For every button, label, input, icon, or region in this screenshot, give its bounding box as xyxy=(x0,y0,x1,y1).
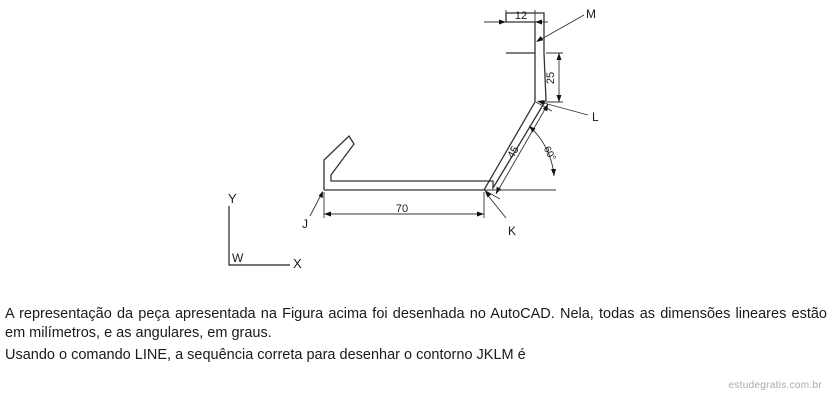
dimension-25 xyxy=(545,53,563,102)
dimension-45-label: 45 xyxy=(505,144,522,161)
point-label-m: M xyxy=(586,7,596,21)
leader-m xyxy=(536,7,596,42)
dimension-25-label: 25 xyxy=(545,71,557,85)
point-label-l: L xyxy=(592,110,599,124)
leader-k xyxy=(485,191,516,238)
leader-j xyxy=(302,191,323,231)
point-label-k: K xyxy=(508,224,517,238)
dimension-angle xyxy=(484,126,558,190)
dimension-70 xyxy=(324,192,484,218)
watermark: estudegratis.com.br xyxy=(728,380,822,391)
part-outline xyxy=(324,13,546,190)
axis-label-y: Y xyxy=(228,191,237,206)
point-label-j: J xyxy=(302,217,308,231)
dimension-angle-label: 60° xyxy=(540,144,558,164)
axis-label-w: W xyxy=(232,251,244,265)
axis-label-x: X xyxy=(293,256,302,271)
leader-l xyxy=(537,100,599,124)
dimension-12-label: 12 xyxy=(514,10,528,22)
coordinate-axes xyxy=(228,191,302,271)
question-paragraph-2: Usando o comando LINE, a sequência correta para desenhar o contorno JKLM é xyxy=(5,347,526,363)
question-paragraph-1: A representação da peça apresentada na Figura acima foi desenhada no AutoCAD. Nela, todas as dimensões lineares estão em milímetros, e as angulares, em graus. xyxy=(5,306,827,341)
dimension-70-label: 70 xyxy=(395,203,409,215)
dimension-12 xyxy=(484,10,548,25)
